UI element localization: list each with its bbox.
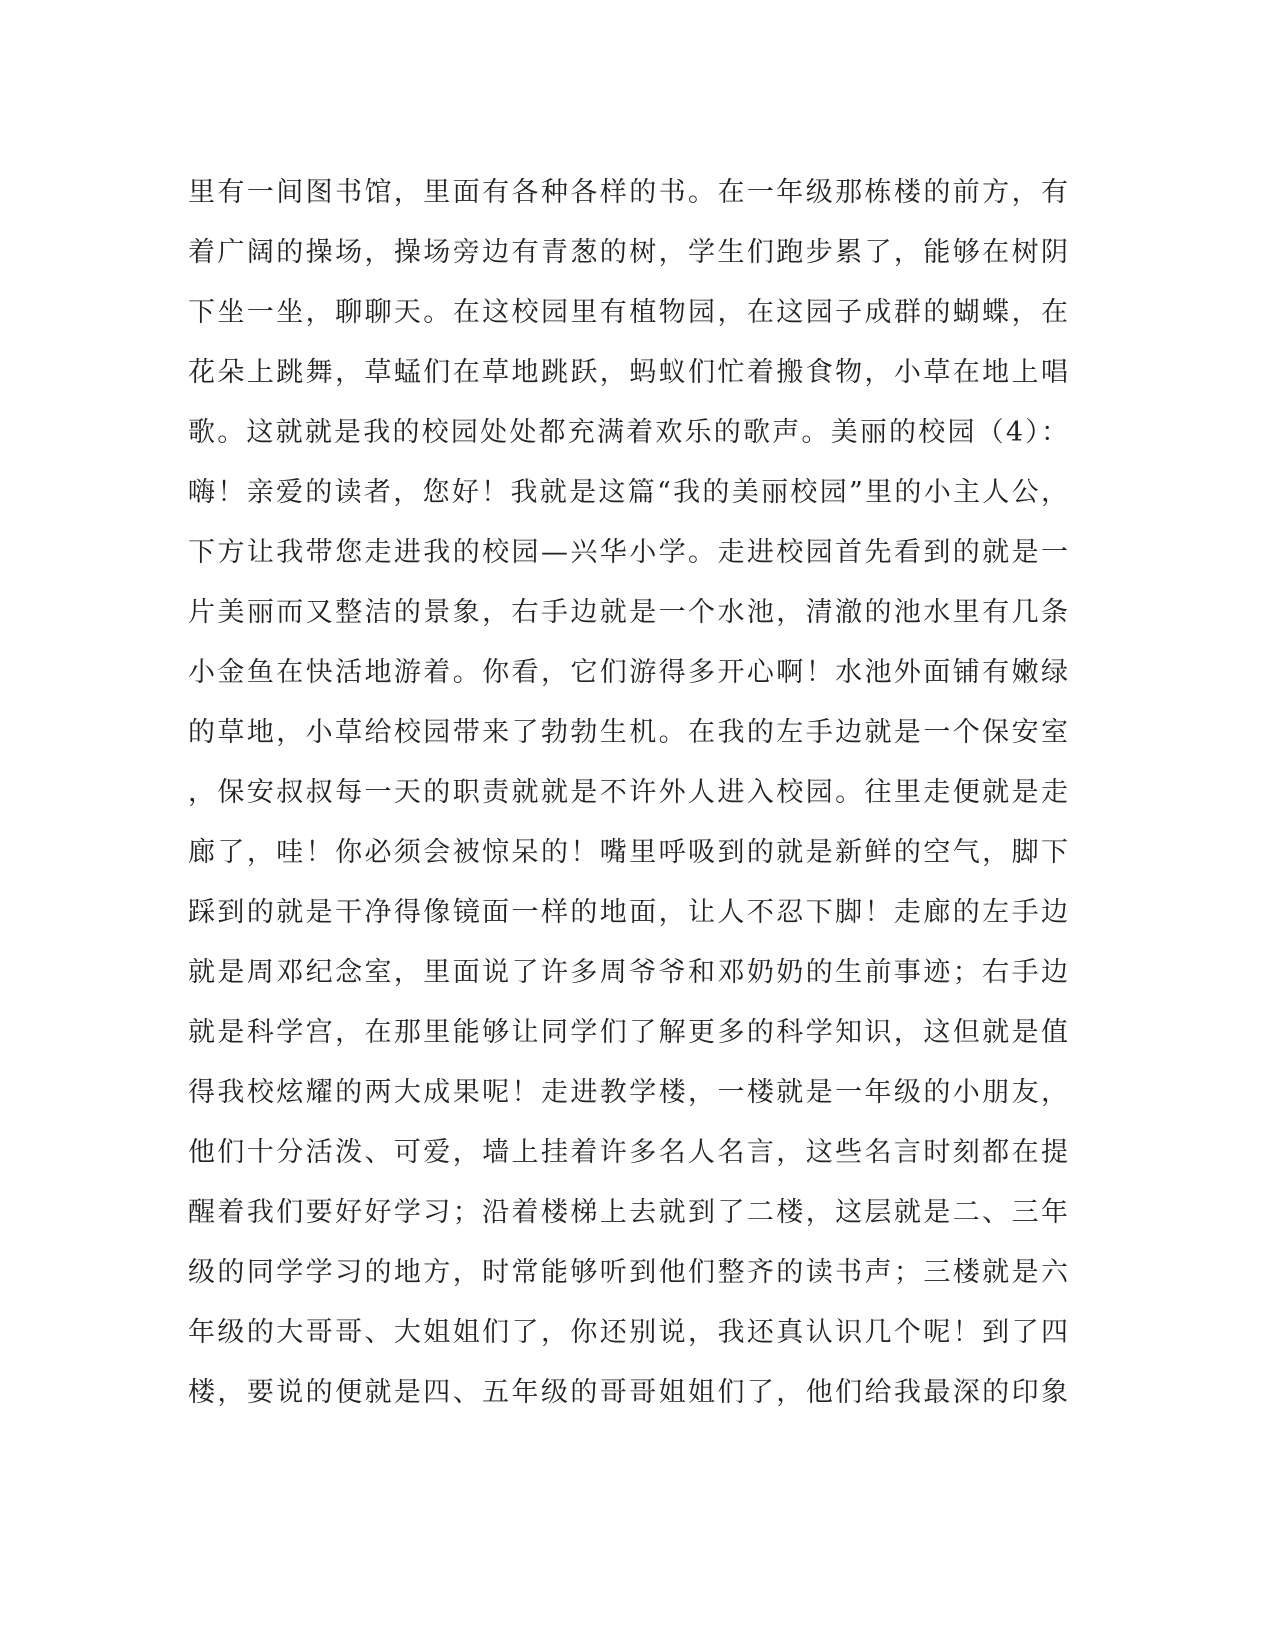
text-line-2: 着广阔的操场，操场旁边有青葱的树，学生们跑步累了，能够在树阴 bbox=[188, 237, 1068, 268]
text-line-20: 年级的大哥哥、大姐姐们了，你还别说，我还真认识几个呢！到了四 bbox=[188, 1317, 1068, 1348]
text-line-6: 嗨！亲爱的读者，您好！我就是这篇“我的美丽校园”里的小主人公， bbox=[188, 477, 1068, 508]
text-line-21: 楼，要说的便就是四、五年级的哥哥姐姐们了，他们给我最深的印象 bbox=[188, 1377, 1068, 1408]
text-line-1: 里有一间图书馆，里面有各种各样的书。在一年级那栋楼的前方，有 bbox=[188, 177, 1068, 208]
text-line-7: 下方让我带您走进我的校园—兴华小学。走进校园首先看到的就是一 bbox=[188, 537, 1068, 568]
text-line-4: 花朵上跳舞，草蜢们在草地跳跃，蚂蚁们忙着搬食物，小草在地上唱 bbox=[188, 357, 1068, 388]
text-line-3: 下坐一坐，聊聊天。在这校园里有植物园，在这园子成群的蝴蝶，在 bbox=[188, 297, 1068, 328]
text-line-11: ，保安叔叔每一天的职责就就是不许外人进入校园。往里走便就是走 bbox=[188, 777, 1068, 808]
text-line-17: 他们十分活泼、可爱，墙上挂着许多名人名言，这些名言时刻都在提 bbox=[188, 1137, 1068, 1168]
text-line-8: 片美丽而又整洁的景象，右手边就是一个水池，清澈的池水里有几条 bbox=[188, 597, 1068, 628]
text-line-13: 踩到的就是干净得像镜面一样的地面，让人不忍下脚！走廊的左手边 bbox=[188, 897, 1068, 928]
text-line-19: 级的同学学习的地方，时常能够听到他们整齐的读书声；三楼就是六 bbox=[188, 1257, 1068, 1288]
text-line-9: 小金鱼在快活地游着。你看，它们游得多开心啊！水池外面铺有嫩绿 bbox=[188, 657, 1068, 688]
text-line-12: 廊了，哇！你必须会被惊呆的！嘴里呼吸到的就是新鲜的空气，脚下 bbox=[188, 837, 1068, 868]
text-line-5: 歌。这就就是我的校园处处都充满着欢乐的歌声。美丽的校园（4）： bbox=[188, 417, 1068, 448]
text-line-14: 就是周邓纪念室，里面说了许多周爷爷和邓奶奶的生前事迹；右手边 bbox=[188, 957, 1068, 988]
text-line-18: 醒着我们要好好学习；沿着楼梯上去就到了二楼，这层就是二、三年 bbox=[188, 1197, 1068, 1228]
body-text bbox=[188, 163, 1068, 1423]
text-line-15: 就是科学宫，在那里能够让同学们了解更多的科学知识，这但就是值 bbox=[188, 1017, 1068, 1048]
text-line-16: 得我校炫耀的两大成果呢！走进教学楼，一楼就是一年级的小朋友， bbox=[188, 1077, 1068, 1108]
text-line-10: 的草地，小草给校园带来了勃勃生机。在我的左手边就是一个保安室 bbox=[188, 717, 1068, 748]
